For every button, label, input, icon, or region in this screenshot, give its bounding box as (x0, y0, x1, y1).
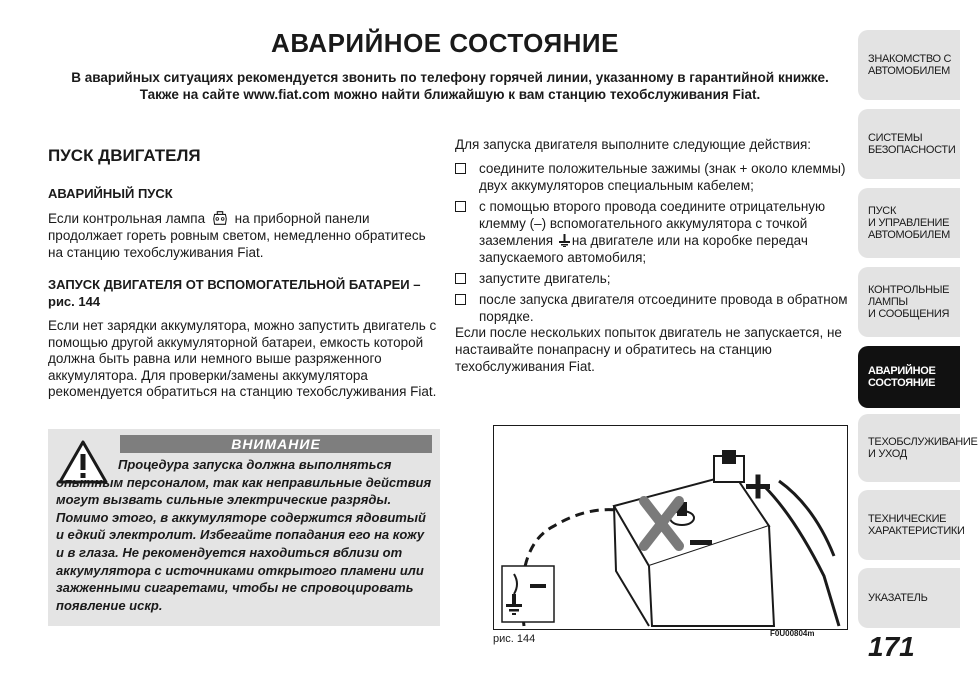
tab-safety[interactable] (858, 109, 960, 179)
emergency-start-heading: АВАРИЙНЫЙ ПУСК (48, 186, 173, 201)
tab-label: ТЕХОБСЛУЖИВАНИЕ (868, 436, 978, 448)
list-item (455, 198, 855, 266)
figure-caption: рис. 144 (493, 633, 536, 645)
tab-label: И УХОД (868, 448, 907, 460)
page-title: АВАРИЙНОЕ СОСТОЯНИЕ (271, 28, 619, 58)
tab-warning-lights[interactable] (858, 267, 960, 337)
tab-label: ПУСК (868, 205, 897, 217)
step-text: после запуска двигателя отсоедините провода в обратном порядке. (479, 292, 848, 324)
tab-label: ТЕХНИЧЕСКИЕ (868, 513, 947, 525)
intro-note: В аварийных ситуациях рекомендуется звонить по телефону горячей линии, указанному в гарантийной книжке. Также на сайте www.fiat.com можно найти ближайшую к вам станцию техобслуживания Fiat. (71, 70, 829, 102)
tab-label: ЛАМПЫ (868, 296, 908, 308)
list-item (455, 160, 855, 194)
tab-label: АВТОМОБИЛЕМ (868, 229, 950, 241)
tab-label: ХАРАКТЕРИСТИКИ (868, 525, 965, 537)
tab-label: УКАЗАТЕЛЬ (868, 592, 928, 604)
checkbox-bullet-icon (455, 201, 466, 212)
tab-label: ЗНАКОМСТВО С (868, 53, 952, 65)
figure-code: F0U00804m (770, 629, 815, 638)
warning-text: Процедура запуска должна выполняться опытным персоналом, так как неправильные действия могут вызвать сильные электрические разряды. Помимо этого, в аккумуляторе содержится ядовитый и едкий электролит. Избегайте попадания его на кожу и в глаза. Не рекомендуется находиться вблизи от аккумулятора с источниками открытого пламени или зажженными сигаретами, чтобы не спровоцировать появление искр. (56, 457, 432, 613)
aux-battery-text: Если нет зарядки аккумулятора, можно запустить двигатель с помощью другой аккумуляторной батареи, емкость которой должна быть равна или немного выше разряженного аккумулятора. Для проверки/замены аккумулятора рекомендуется обратиться на станцию техобслуживания Fiat. (48, 318, 437, 400)
list-item (455, 270, 855, 287)
procedure-intro: Для запуска двигателя выполните следующие действия: (455, 137, 812, 152)
tab-label: И СООБЩЕНИЯ (868, 308, 950, 320)
tab-start-and-drive[interactable] (858, 188, 960, 258)
emergency-text-part1: Если контрольная лампа (48, 211, 206, 226)
tab-label: СОСТОЯНИЕ (868, 377, 936, 389)
engine-lamp-icon (211, 209, 229, 227)
page-number: 171 (868, 631, 915, 662)
ground-icon (559, 234, 570, 247)
emergency-start-text (48, 209, 443, 261)
tab-introduction[interactable] (858, 30, 960, 100)
tab-label: БЕЗОПАСНОСТИ (868, 144, 956, 156)
tab-label: И УПРАВЛЕНИЕ (868, 217, 950, 229)
tab-index[interactable] (858, 568, 960, 628)
step-text: запустите двигатель; (479, 271, 611, 286)
tab-label: КОНТРОЛЬНЫЕ (868, 284, 950, 296)
checkbox-bullet-icon (455, 163, 466, 174)
section-title: ПУСК ДВИГАТЕЛЯ (48, 146, 201, 165)
tab-technical-specs[interactable] (858, 490, 965, 560)
tab-label: АВАРИЙНОЕ (868, 365, 936, 377)
battery-jumpstart-illustration (494, 426, 847, 629)
tab-emergency[interactable] (858, 346, 960, 408)
tab-label: СИСТЕМЫ (868, 132, 923, 144)
figure-144 (493, 425, 848, 630)
checkbox-bullet-icon (455, 273, 466, 284)
step-text: с помощью второго провода соедините отрицательную клемму (–) вспомогательного аккумулятора с точкой заземления (479, 199, 826, 248)
checkbox-bullet-icon (455, 294, 466, 305)
tab-maintenance[interactable] (858, 414, 978, 482)
procedure-closing: Если после нескольких попыток двигатель не запускается, не настаивайте понапрасну и обратитесь на станцию техобслуживания Fiat. (455, 325, 842, 374)
emergency-text-part2: на приборной панели продолжает гореть ровным светом, немедленно обратитесь на станцию техобслуживания Fiat. (48, 211, 426, 260)
procedure-steps (455, 160, 855, 329)
tab-label: АВТОМОБИЛЕМ (868, 65, 950, 77)
warning-box (48, 429, 440, 626)
list-item (455, 291, 855, 325)
aux-battery-heading: ЗАПУСК ДВИГАТЕЛЯ ОТ ВСПОМОГАТЕЛЬНОЙ БАТАРЕИ – рис. 144 (48, 277, 421, 309)
step-text: соедините положительные зажимы (знак + около клеммы) двух аккумуляторов специальным кабелем; (479, 161, 846, 193)
step-text: на двигателе или на коробке передач запускаемого автомобиля; (479, 233, 808, 265)
warning-heading: ВНИМАНИЕ (120, 435, 432, 453)
